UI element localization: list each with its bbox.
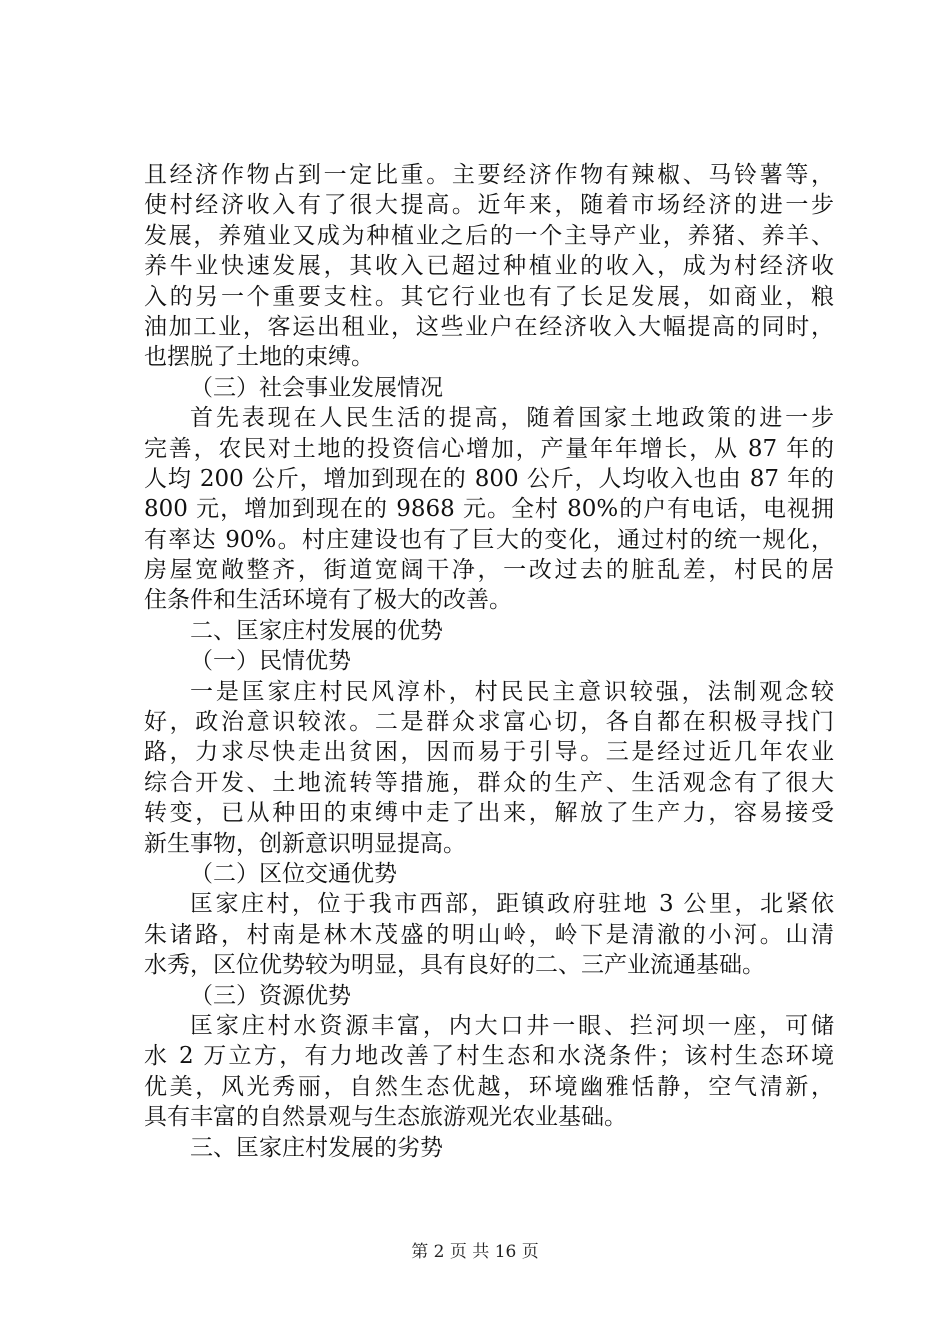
text-line: 使村经济收入有了很大提高。近年来，随着市场经济的进一步 — [144, 192, 834, 219]
text-line: 水秀，区位优势较为明显，具有良好的二、三产业流通基础。 — [144, 952, 765, 979]
text-line: 朱诸路，村南是林木茂盛的明山岭，岭下是清澈的小河。山清 — [144, 921, 834, 948]
section-heading: （二）区位交通优势 — [190, 860, 397, 887]
text-line: 具有丰富的自然景观与生态旅游观光农业基础。 — [144, 1104, 627, 1131]
text-line: 综合开发、土地流转等措施，群众的生产、生活观念有了很大 — [144, 769, 834, 796]
section-heading: 三、匡家庄村发展的劣势 — [190, 1134, 443, 1161]
text-line: 800 元，增加到现在的 9868 元。全村 80%的户有电话，电视拥 — [144, 496, 834, 523]
text-line: 也摆脱了土地的束缚。 — [144, 344, 374, 371]
text-line: 人均 200 公斤，增加到现在的 800 公斤，人均收入也由 87 年的 — [144, 465, 834, 492]
section-heading: （三）资源优势 — [190, 982, 351, 1009]
text-line: 水 2 万立方，有力地改善了村生态和水浇条件；该村生态环境 — [144, 1043, 834, 1070]
text-line: 新生事物，创新意识明显提高。 — [144, 830, 466, 857]
text-line: 房屋宽敞整齐，街道宽阔干净，一改过去的脏乱差，村民的居 — [144, 557, 834, 584]
text-line: 匡家庄村，位于我市西部，距镇政府驻地 3 公里，北紧依 — [190, 891, 834, 918]
section-heading: 二、匡家庄村发展的优势 — [190, 617, 443, 644]
text-line: 油加工业，客运出租业，这些业户在经济收入大幅提高的同时， — [144, 313, 834, 340]
text-line: 养牛业快速发展，其收入已超过种植业的收入，成为村经济收 — [144, 253, 834, 280]
section-heading: （一）民情优势 — [190, 648, 351, 675]
text-line: 完善，农民对土地的投资信心增加，产量年年增长，从 87 年的 — [144, 435, 834, 462]
text-line: 转变，已从种田的束缚中走了出来，解放了生产力，容易接受 — [144, 800, 834, 827]
text-line: 且经济作物占到一定比重。主要经济作物有辣椒、马铃薯等， — [144, 162, 834, 188]
document-body — [144, 160, 834, 1163]
page-number-footer: 第 2 页 共 16 页 — [411, 1242, 539, 1262]
text-line: 优美，风光秀丽，自然生态优越，环境幽雅恬静，空气清新， — [144, 1073, 834, 1100]
text-line: 入的另一个重要支柱。其它行业也有了长足发展，如商业，粮 — [144, 283, 834, 310]
section-heading: （三）社会事业发展情况 — [190, 374, 443, 401]
text-line: 首先表现在人民生活的提高，随着国家土地政策的进一步 — [190, 405, 834, 432]
text-line: 有率达 90%。村庄建设也有了巨大的变化，通过村的统一规化， — [144, 526, 834, 553]
text-line: 好，政治意识较浓。二是群众求富心切，各自都在积极寻找门 — [144, 709, 834, 736]
text-line: 一是匡家庄村民风淳朴，村民民主意识较强，法制观念较 — [190, 678, 834, 705]
text-line: 发展，养殖业又成为种植业之后的一个主导产业，养猪、养羊、 — [144, 222, 834, 249]
text-line: 路，力求尽快走出贫困，因而易于引导。三是经过近几年农业 — [144, 739, 834, 766]
text-line: 住条件和生活环境有了极大的改善。 — [144, 587, 512, 614]
text-line: 匡家庄村水资源丰富，内大口井一眼、拦河坝一座，可储 — [190, 1012, 834, 1039]
